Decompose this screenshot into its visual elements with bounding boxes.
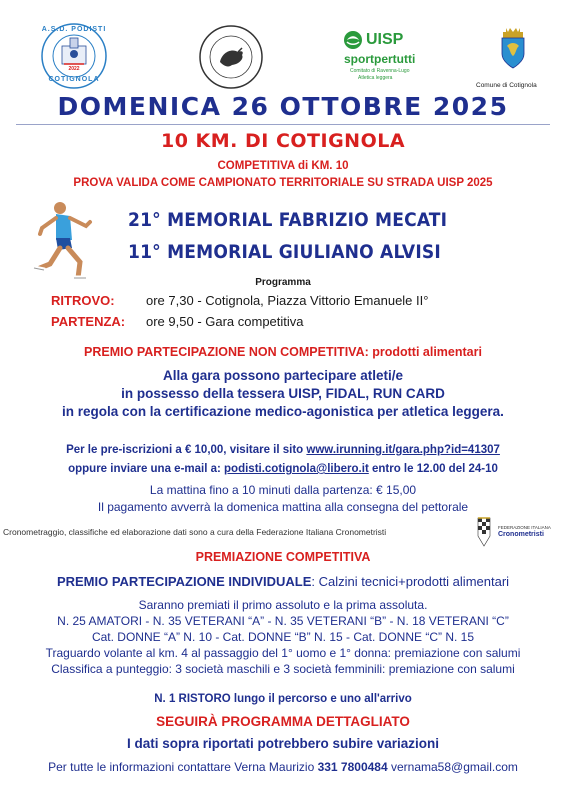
uisp-tagline: sportpertutti: [344, 52, 416, 66]
uisp-logo: [340, 30, 430, 90]
ristoro-line: N. 1 RISTORO lungo il percorso e uno all'arrivo: [154, 693, 412, 705]
contact-email[interactable]: vernama58@gmail.com: [387, 760, 518, 774]
campionato-label: PROVA VALIDA COME CAMPIONATO TERRITORIALE SU STRADA UISP 2025: [73, 177, 493, 189]
premio-individuale: [0, 574, 566, 589]
coordinamento-logo: [198, 24, 264, 90]
comune-logo: [476, 26, 546, 90]
programma-heading: Programma: [255, 277, 311, 288]
checkered-flag-icon: [476, 516, 492, 548]
uisp-sub2: Atletica leggera: [358, 75, 393, 81]
partecipanti-line3: in regola con la certificazione medico-agonistica per atletica leggera.: [62, 404, 504, 419]
premiazione-line4: Traguardo volante al km. 4 al passaggio del 1° uomo e 1° donna: premiazione con salumi: [45, 646, 521, 660]
uisp-name: UISP: [366, 31, 404, 48]
runner-illustration: [30, 198, 102, 282]
dove-seal-icon: [198, 24, 264, 90]
iscrizioni-line2: [0, 463, 566, 475]
variazioni-line: I dati sopra riportati potrebbero subire variazioni: [126, 736, 440, 751]
cronometraggio-text: Cronometraggio, classifiche ed elaborazione dati sono a cura della Federazione Italiana Cronometristi: [3, 527, 387, 537]
iscrizioni-line4: Il pagamento avverrà la domenica mattina alla consegna del pettorale: [97, 500, 469, 514]
podisti-ring-bottom: COTIGNOLA: [48, 76, 100, 83]
ritrovo-label: RITROVO:: [51, 293, 115, 308]
premio-individuale-bold: PREMIO PARTECIPAZIONE INDIVIDUALE: [56, 574, 312, 589]
iscrizioni-text2a: oppure inviare una e-mail a:: [68, 463, 225, 475]
cronometristi-logo: [476, 516, 558, 550]
uisp-swirl-icon: [342, 30, 364, 50]
seguira-line: SEGUIRÀ PROGRAMMA DETTAGLIATO: [156, 714, 410, 729]
cronometristi-name: Cronometristi: [498, 531, 544, 538]
podisti-ring-top: A.S.D. PODISTI: [41, 26, 107, 33]
email-link[interactable]: podisti.cotignola@libero.it: [224, 463, 369, 475]
iscrizioni-text1: Per le pre-iscrizioni a € 10,00, visitare il sito: [66, 444, 307, 456]
partenza-value: ore 9,50 - Gara competitiva: [146, 314, 304, 329]
partenza-label: PARTENZA:: [51, 314, 126, 329]
race-name: 10 KM. DI COTIGNOLA: [160, 130, 406, 152]
coat-of-arms-icon: [498, 26, 528, 70]
premiazione-heading: PREMIAZIONE COMPETITIVA: [195, 550, 371, 564]
premio-individuale-rest: : Calzini tecnici+prodotti alimentari: [311, 574, 510, 589]
premiazione-line3: Cat. DONNE “A” N. 10 - Cat. DONNE “B” N. 15 - Cat. DONNE “C” N. 15: [91, 630, 475, 644]
comune-label: Comune di Cotignola: [476, 82, 537, 89]
memorial-second: 11° MEMORIAL GIULIANO ALVISI: [128, 241, 441, 263]
title-divider: [16, 124, 550, 125]
contact-line: [0, 760, 566, 774]
iscrizioni-text2b: entro le 12.00 del 24-10: [368, 463, 498, 475]
cronometristi-small: FEDERAZIONE ITALIANA: [498, 525, 551, 530]
premiazione-line5: Classifica a punteggio: 3 società maschili e 3 società femminili: premiazione con salumi: [51, 662, 515, 676]
iscrizioni-line3: La mattina fino a 10 minuti dalla partenza: € 15,00: [149, 483, 417, 497]
event-date-title: DOMENICA 26 OTTOBRE 2025: [57, 92, 509, 121]
runner-icon: [30, 198, 102, 282]
premio-non-competitiva: PREMIO PARTECIPAZIONE NON COMPETITIVA: prodotti alimentari: [84, 345, 482, 359]
memorial-first: 21° MEMORIAL FABRIZIO MECATI: [128, 209, 448, 231]
irunning-link[interactable]: www.irunning.it/gara.php?id=41307: [306, 444, 500, 456]
competitiva-label: COMPETITIVA di KM. 10: [217, 160, 349, 172]
contact-phone: 331 7800484: [317, 760, 388, 774]
uisp-sub1: Comitato di Ravenna-Lugo: [350, 68, 410, 74]
partecipanti-line1: Alla gara possono partecipare atleti/e: [162, 368, 404, 383]
contact-text: Per tutte le informazioni contattare Verna Maurizio: [48, 760, 318, 774]
podisti-logo: [40, 22, 108, 90]
partecipanti-line2: in possesso della tessera UISP, FIDAL, RUN CARD: [121, 386, 445, 401]
premiazione-line1: Saranno premiati il primo assoluto e la prima assoluta.: [138, 598, 428, 612]
podisti-year: 2022: [68, 66, 80, 72]
premiazione-line2: N. 25 AMATORI - N. 35 VETERANI “A” - N. 35 VETERANI “B” - N. 18 VETERANI “C”: [57, 614, 509, 628]
iscrizioni-line1: [0, 444, 566, 456]
ritrovo-value: ore 7,30 - Cotignola, Piazza Vittorio Emanuele II°: [146, 293, 429, 308]
